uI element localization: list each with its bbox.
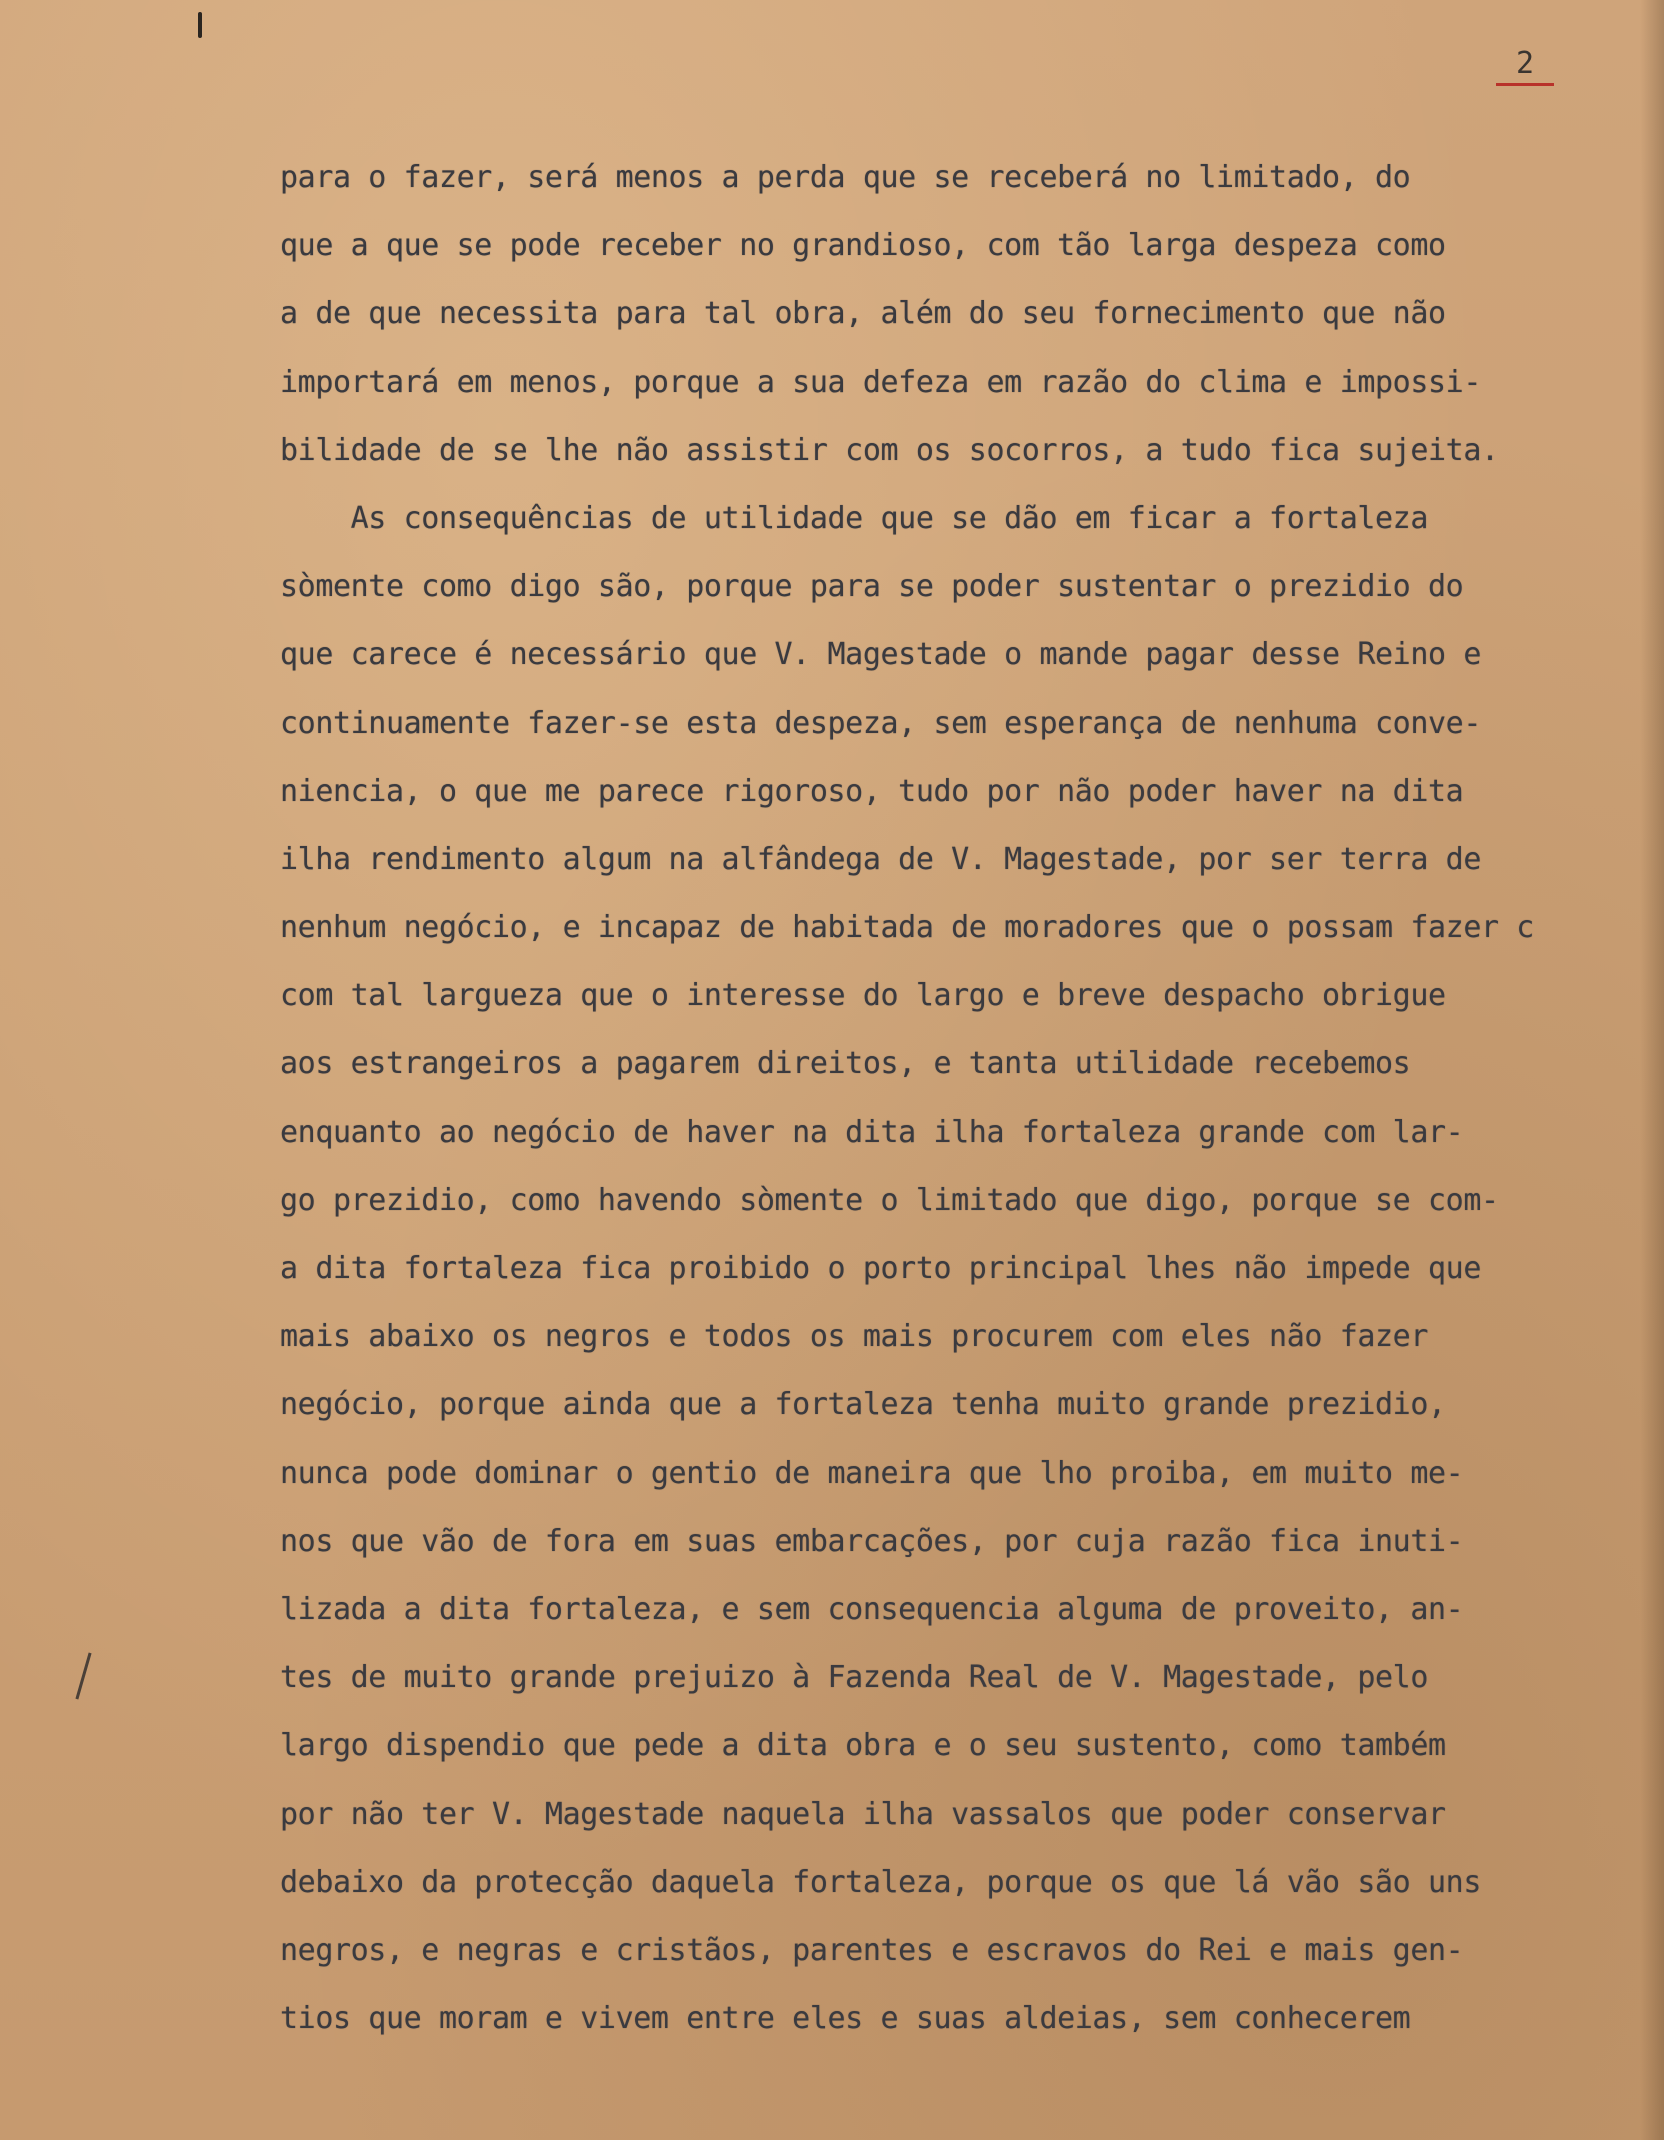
text-line: lizada a dita fortaleza, e sem consequencia alguma de proveito, an- <box>280 1591 1464 1627</box>
text-line: que a que se pode receber no grandioso, com tão larga despeza como <box>280 228 1446 264</box>
text-line: nunca pode dominar o gentio de maneira que lho proiba, em muito me- <box>280 1455 1464 1491</box>
text-line: nenhum negócio, e incapaz de habitada de moradores que o possam fazer c <box>280 910 1534 946</box>
text-line: importará em menos, porque a sua defeza em razão do clima e impossi- <box>280 364 1481 400</box>
text-line: negócio, porque ainda que a fortaleza tenha muito grande prezidio, <box>280 1387 1446 1423</box>
text-line: a dita fortaleza fica proibido o porto principal lhes não impede que <box>280 1251 1481 1286</box>
text-line: tios que moram e vivem entre eles e suas aldeias, sem conhecerem <box>280 2001 1411 2037</box>
text-line: continuamente fazer-se esta despeza, sem esperança de nenhuma conve- <box>280 705 1481 741</box>
text-line: niencia, o que me parece rigoroso, tudo por não poder haver na dita <box>280 773 1464 809</box>
text-line: por não ter V. Magestade naquela ilha vassalos que poder conservar <box>280 1796 1446 1832</box>
text-line: mais abaixo os negros e todos os mais procurem com eles não fazer <box>280 1319 1428 1355</box>
page-number: 2 <box>1496 46 1554 86</box>
text-line: com tal largueza que o interesse do largo e breve despacho obrigue <box>280 978 1446 1014</box>
text-line: que carece é necessário que V. Magestade o mande pagar desse Reino e <box>280 637 1481 673</box>
text-line: aos estrangeiros a pagarem direitos, e tanta utilidade recebemos <box>280 1046 1411 1082</box>
text-line: enquanto ao negócio de haver na dita ilha fortaleza grande com lar- <box>280 1114 1464 1150</box>
text-line: negros, e negras e cristãos, parentes e escravos do Rei e mais gen- <box>280 1932 1464 1968</box>
text-line: sòmente como digo são, porque para se poder sustentar o prezidio do <box>280 569 1464 605</box>
ink-mark <box>198 12 202 38</box>
text-line: As consequências de utilidade que se dão em ficar a fortaleza <box>280 500 1428 536</box>
margin-pen-stroke <box>75 1653 91 1700</box>
text-line: nos que vão de fora em suas embarcações, por cuja razão fica inuti- <box>280 1523 1464 1559</box>
text-line: para o fazer, será menos a perda que se receberá no limitado, do <box>280 160 1411 195</box>
text-line: largo dispendio que pede a dita obra e o seu sustento, como também <box>280 1728 1446 1764</box>
text-line: debaixo da protecção daquela fortaleza, porque os que lá vão são uns <box>280 1864 1481 1900</box>
text-line: ilha rendimento algum na alfândega de V. Magestade, por ser terra de <box>280 841 1481 877</box>
typewritten-text <box>280 144 1660 2053</box>
text-line: go prezidio, como havendo sòmente o limitado que digo, porque se com- <box>280 1182 1499 1218</box>
text-line: bilidade de se lhe não assistir com os socorros, a tudo fica sujeita. <box>280 432 1499 468</box>
text-line: a de que necessita para tal obra, além do seu fornecimento que não <box>280 296 1446 332</box>
text-line: tes de muito grande prejuizo à Fazenda Real de V. Magestade, pelo <box>280 1660 1428 1696</box>
